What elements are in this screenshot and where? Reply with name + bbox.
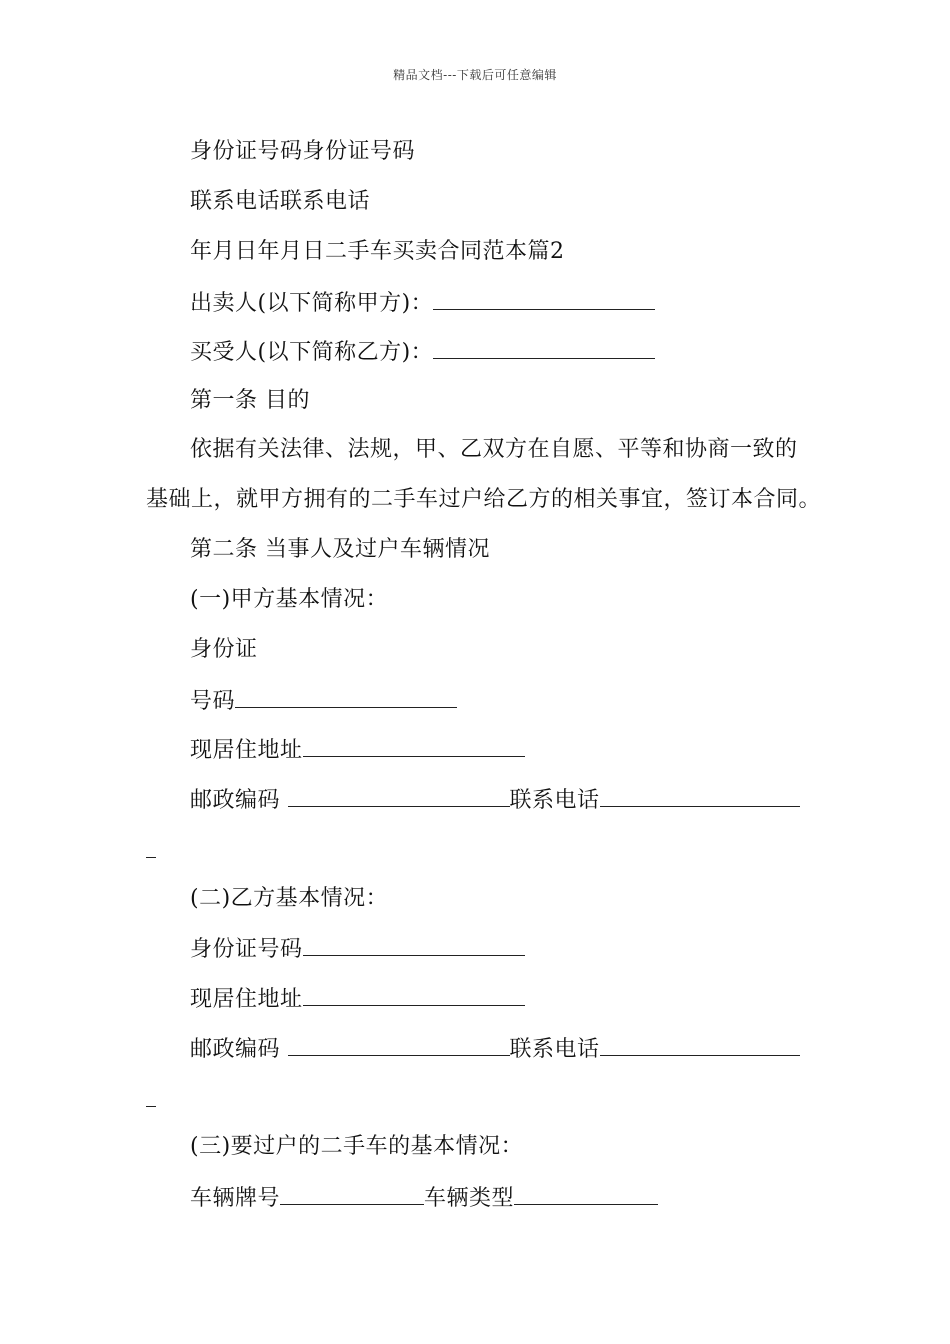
party-a-phone-blank[interactable] (600, 784, 800, 807)
vehicle-plate-label: 车辆牌号 (190, 1186, 281, 1211)
party-a-address-label: 现居住地址 (190, 738, 303, 763)
buyer-line (190, 336, 655, 368)
party-a-id-label: 身份证 (190, 637, 258, 662)
party-b-id-blank[interactable] (303, 933, 525, 956)
party-b-phone-label: 联系电话 (509, 1037, 600, 1062)
party-b-postal-label: 邮政编码 (190, 1037, 288, 1062)
party-b-id-label: 身份证号码 (190, 937, 303, 962)
article-two-heading: 第二条 当事人及过户车辆情况 (190, 537, 490, 562)
id-number-line: 身份证号码身份证号码 (190, 139, 416, 164)
party-b-phone-blank[interactable] (600, 1033, 800, 1056)
party-a-heading: (一)甲方基本情况： (190, 587, 389, 612)
vehicle-plate-blank[interactable] (280, 1182, 424, 1205)
seller-blank[interactable] (433, 287, 655, 310)
party-a-id-number-blank[interactable] (235, 685, 457, 708)
buyer-blank[interactable] (433, 336, 655, 359)
party-b-postal-blank[interactable] (288, 1033, 510, 1056)
party-b-postal-line (190, 1033, 800, 1065)
vehicle-type-label: 车辆类型 (424, 1186, 515, 1211)
party-a-id-number-label: 号码 (190, 689, 236, 714)
party-a-id-number-line (190, 685, 457, 717)
article-one-text-1: 依据有关法律、法规，甲、乙双方在自愿、平等和协商一致的 (190, 437, 798, 462)
party-a-address-blank[interactable] (303, 734, 525, 757)
party-a-phone-continuation (146, 857, 156, 858)
party-b-address-blank[interactable] (303, 983, 525, 1006)
vehicle-heading: (三)要过户的二手车的基本情况： (190, 1134, 524, 1159)
vehicle-plate-line (190, 1182, 658, 1214)
party-b-heading: (二)乙方基本情况： (190, 886, 389, 911)
contract-title-line: 年月日年月日二手车买卖合同范本篇2 (190, 239, 565, 264)
seller-label: 出卖人(以下简称甲方)： (190, 291, 434, 316)
party-a-phone-label: 联系电话 (509, 788, 600, 813)
vehicle-type-blank[interactable] (514, 1182, 658, 1205)
buyer-label: 买受人(以下简称乙方)： (190, 340, 434, 365)
phone-line: 联系电话联系电话 (190, 189, 371, 214)
page-header: 精品文档---下载后可任意编辑 (393, 68, 557, 82)
party-b-address-label: 现居住地址 (190, 987, 303, 1012)
party-b-id-line (190, 933, 525, 965)
article-one-heading: 第一条 目的 (190, 388, 310, 413)
party-a-postal-blank[interactable] (288, 784, 510, 807)
party-b-address-line (190, 983, 525, 1015)
article-one-text-2: 基础上，就甲方拥有的二手车过户给乙方的相关事宜，签订本合同。 (146, 487, 822, 512)
party-a-postal-label: 邮政编码 (190, 788, 288, 813)
party-b-phone-continuation (146, 1106, 156, 1107)
party-a-postal-line (190, 784, 800, 816)
party-a-address-line (190, 734, 525, 766)
seller-line (190, 287, 655, 319)
